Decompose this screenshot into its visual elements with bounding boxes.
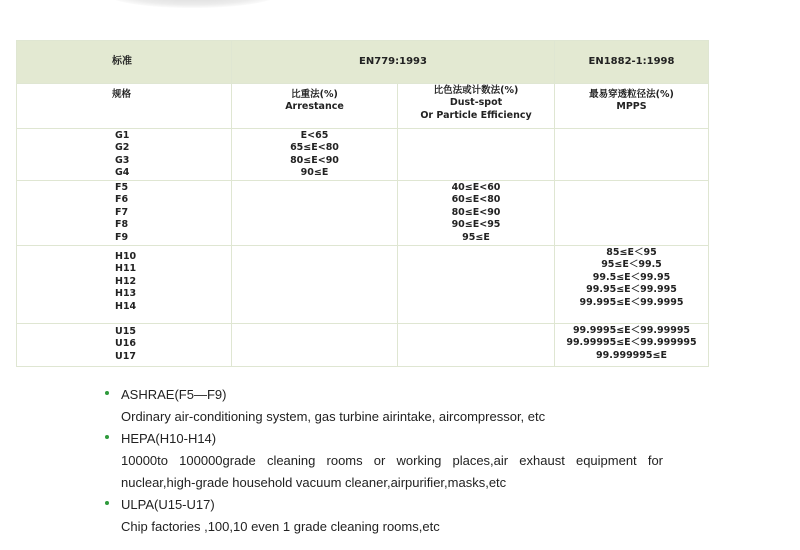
subheader-dustspot-cn: 比色法或计数法(%) — [433, 85, 519, 96]
dustspot-cell — [398, 129, 555, 181]
efficiency-value: 99.99995≤E＜99.999995 — [566, 337, 697, 349]
mpps-cell — [555, 129, 709, 181]
table-subheader-row — [17, 84, 709, 129]
list-item — [103, 428, 663, 494]
table-row — [17, 246, 709, 324]
arrestance-cell — [232, 181, 398, 246]
subheader-mpps-en: MPPS — [616, 101, 647, 113]
mpps-cell — [555, 324, 709, 367]
efficiency-value: 99.999995≤E — [596, 349, 667, 361]
grade-label: H12 — [115, 275, 137, 287]
grade-label: F7 — [115, 206, 129, 218]
efficiency-value: 80≤E<90 — [451, 206, 501, 218]
subheader-mpps — [555, 84, 709, 129]
efficiency-value: 90≤E — [300, 167, 329, 179]
mpps-cell — [555, 246, 709, 324]
efficiency-value: 60≤E<80 — [451, 194, 501, 206]
efficiency-value: 65≤E<80 — [290, 142, 339, 154]
bullet-icon — [105, 435, 109, 439]
efficiency-value: 90≤E<95 — [451, 219, 501, 231]
application-title: ASHRAE(F5—F9) — [121, 387, 227, 402]
application-description: Ordinary air-conditioning system, gas turbine airintake, aircompressor, etc — [121, 409, 546, 424]
subheader-dustspot-en: Dust-spot — [449, 97, 503, 109]
list-item — [103, 384, 663, 428]
grades-cell — [17, 129, 232, 181]
dustspot-cell — [398, 246, 555, 324]
efficiency-value: E<65 — [300, 130, 329, 141]
header-standard: 标准 — [17, 41, 232, 84]
arrestance-cell — [232, 129, 398, 181]
subheader-arrestance — [232, 84, 398, 129]
efficiency-value: 99.995≤E＜99.9995 — [579, 296, 684, 308]
grade-label: H13 — [115, 288, 137, 300]
top-decorative-image — [105, 0, 280, 8]
subheader-spec: 规格 — [17, 84, 232, 129]
grade-label: U15 — [115, 326, 136, 337]
application-title: HEPA(H10-H14) — [121, 431, 217, 446]
table-row — [17, 324, 709, 367]
dustspot-cell — [398, 324, 555, 367]
grade-label: G4 — [115, 167, 130, 179]
header-en779: EN779:1993 — [232, 41, 555, 84]
grade-label: H14 — [115, 300, 137, 312]
efficiency-value: 99.9995≤E＜99.99995 — [572, 325, 691, 336]
list-item — [103, 494, 663, 538]
grade-label: G3 — [115, 154, 130, 166]
grade-label: G1 — [115, 130, 130, 141]
grade-label: U16 — [115, 338, 136, 350]
application-description: 10000to 100000grade cleaning rooms or working places,air exhaust equipment for nuclear,high-grade household vacuum cleaner,airpurifier,masks,etc — [121, 453, 663, 490]
table-row — [17, 129, 709, 181]
bullet-icon — [105, 391, 109, 395]
application-description: Chip factories ,100,10 even 1 grade cleaning rooms,etc — [121, 519, 440, 534]
grade-label: H10 — [115, 251, 137, 262]
table-header-row — [17, 41, 709, 84]
filter-grade-table — [16, 40, 709, 367]
grade-label: F8 — [115, 219, 129, 231]
subheader-dustspot — [398, 84, 555, 129]
bullet-icon — [105, 501, 109, 505]
subheader-arrestance-en: Arrestance — [285, 101, 344, 113]
grade-label: U17 — [115, 350, 136, 362]
subheader-arrestance-cn: 比重法(%) — [291, 89, 338, 100]
subheader-dustspot-en2: Or Particle Efficiency — [420, 109, 532, 121]
grade-label: H11 — [115, 263, 137, 275]
dustspot-cell — [398, 181, 555, 246]
efficiency-value: 95≤E＜99.5 — [601, 259, 662, 271]
application-title: ULPA(U15-U17) — [121, 497, 215, 512]
efficiency-value: 85≤E＜95 — [606, 247, 657, 258]
mpps-cell — [555, 181, 709, 246]
grade-label: F6 — [115, 194, 129, 206]
grade-label: F5 — [115, 182, 129, 193]
subheader-mpps-cn: 最易穿透粒径法(%) — [589, 89, 674, 100]
table-row — [17, 181, 709, 246]
grades-cell — [17, 181, 232, 246]
arrestance-cell — [232, 324, 398, 367]
grade-label: G2 — [115, 142, 130, 154]
efficiency-value: 80≤E<90 — [290, 154, 339, 166]
efficiency-value: 40≤E<60 — [451, 182, 501, 193]
arrestance-cell — [232, 246, 398, 324]
application-list — [103, 384, 663, 538]
grade-label: F9 — [115, 231, 129, 243]
grades-cell — [17, 324, 232, 367]
grades-cell — [17, 246, 232, 324]
header-en1882: EN1882-1:1998 — [555, 41, 709, 84]
efficiency-value: 99.95≤E＜99.995 — [586, 284, 677, 296]
efficiency-value: 99.5≤E＜99.95 — [592, 271, 671, 283]
efficiency-value: 95≤E — [462, 231, 490, 243]
